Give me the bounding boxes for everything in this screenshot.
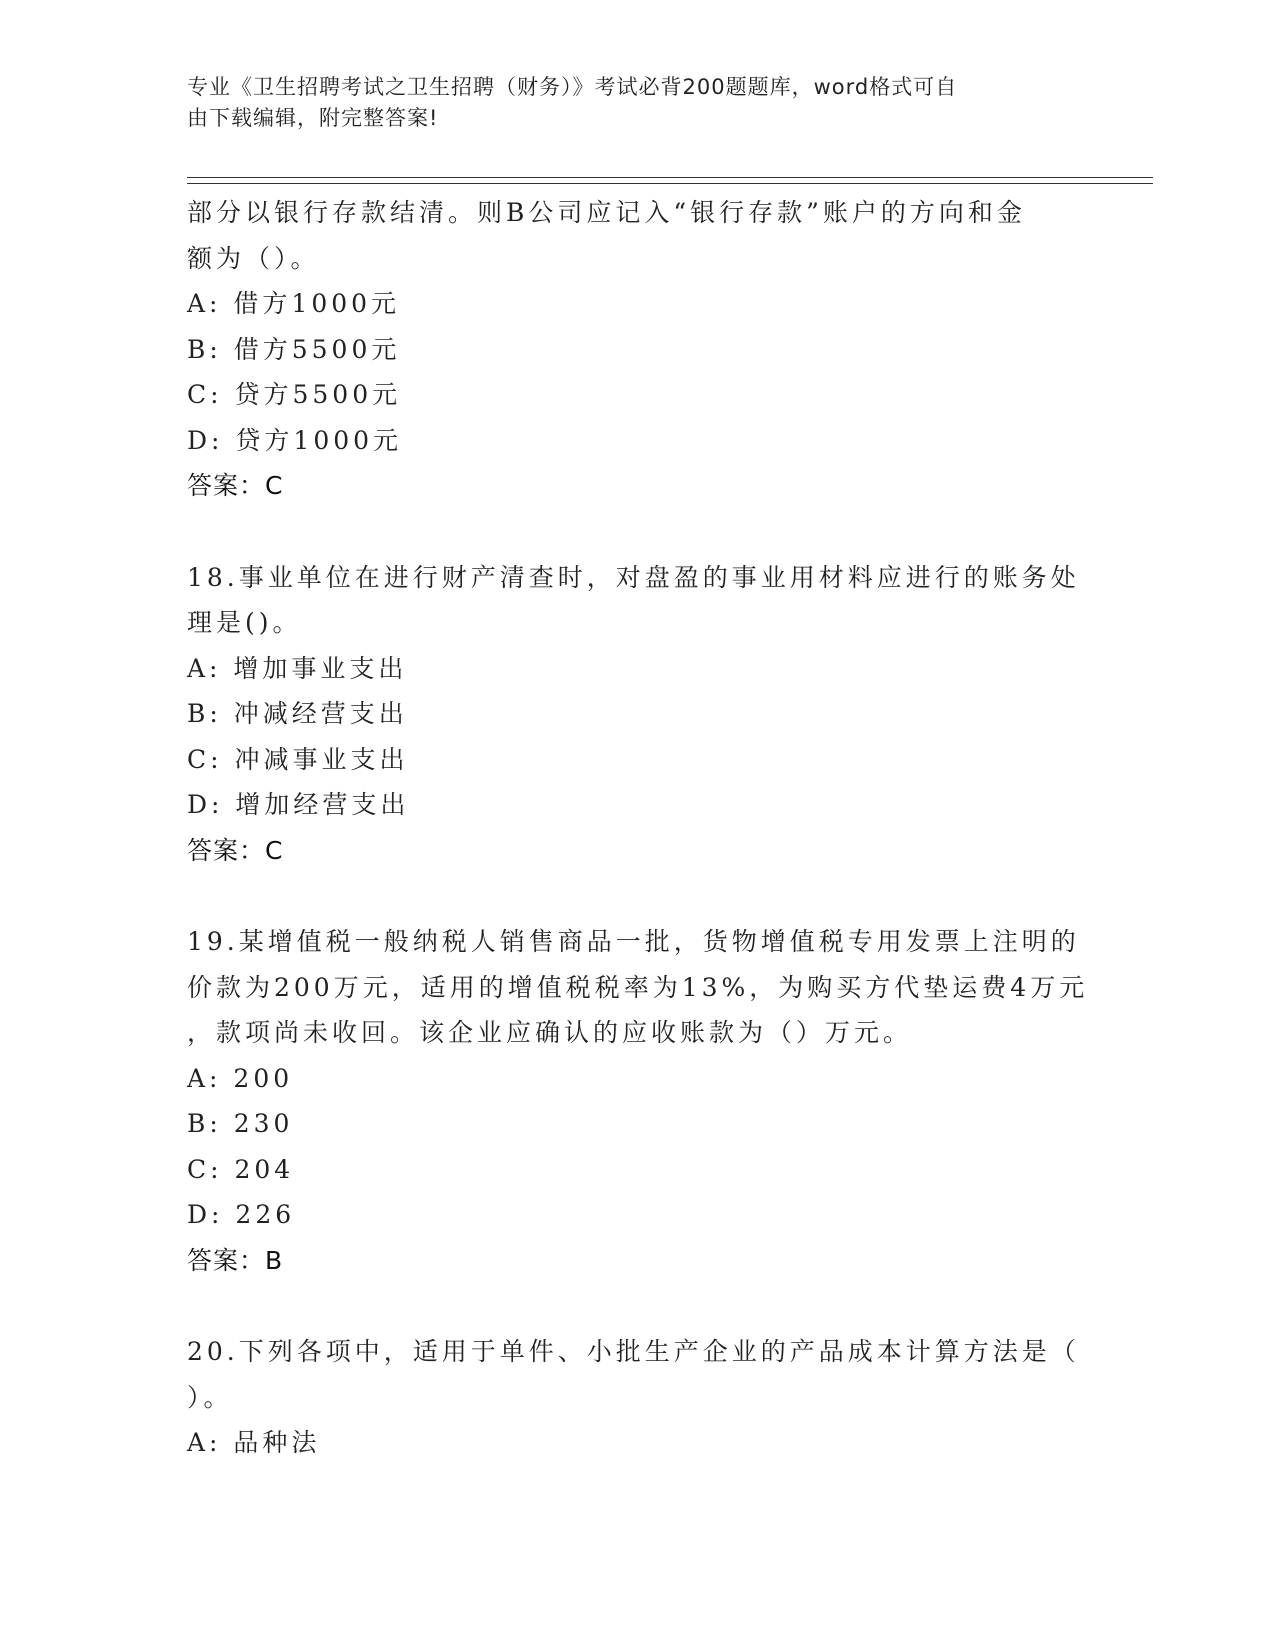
question-stem-line: ）。: [187, 1382, 233, 1412]
option-c: C: 冲减事业支出: [187, 744, 409, 774]
header-divider-bottom: [187, 183, 1153, 184]
option-a: A: 借方1000元: [187, 289, 401, 318]
option-d: D: 增加经营支出: [187, 790, 410, 819]
question-stem-line: 价款为200万元，适用的增值税税率为13%，为购买方代垫运费4万元: [187, 972, 1089, 1002]
answer-line: 答案：B: [187, 1245, 284, 1275]
question-block-continued: [187, 190, 1087, 509]
option-b: B: 借方5500元: [187, 334, 401, 364]
option-a: A: 增加事业支出: [187, 653, 408, 683]
question-list: [187, 190, 1087, 1466]
header-divider-top: [187, 177, 1153, 178]
header-line-1: 专业《卫生招聘考试之卫生招聘（财务）》考试必背200题题库，word格式可自: [187, 75, 958, 99]
question-stem-line: 理是()。: [187, 608, 302, 637]
question-spacer: [187, 873, 1087, 919]
question-spacer: [187, 509, 1087, 555]
answer-line: 答案：C: [187, 835, 284, 865]
question-block-18: [187, 555, 1087, 874]
question-stem-line: 20.下列各项中，适用于单件、小批生产企业的产品成本计算方法是（: [187, 1337, 1080, 1366]
option-d: D: 贷方1000元: [187, 425, 403, 455]
question-stem-line: 部分以银行存款结清。则B公司应记入“银行存款”账户的方向和金: [187, 198, 1026, 227]
option-c: C: 204: [187, 1154, 295, 1184]
option-b: B: 冲减经营支出: [187, 699, 408, 728]
option-a: A: 品种法: [187, 1428, 321, 1457]
question-spacer: [187, 1283, 1087, 1329]
question-stem-line: 额为（）。: [187, 243, 320, 273]
option-a: A: 200: [187, 1063, 294, 1093]
question-block-20: [187, 1329, 1087, 1466]
question-stem-line: 19.某增值税一般纳税人销售商品一批，货物增值税专用发票上注明的: [187, 927, 1080, 956]
question-stem-line: ，款项尚未收回。该企业应确认的应收账款为（）万元。: [187, 1018, 913, 1047]
document-header: [187, 72, 1067, 134]
question-stem-line: 18.事业单位在进行财产清查时，对盘盈的事业用材料应进行的账务处: [187, 562, 1080, 592]
option-c: C: 贷方5500元: [187, 380, 402, 409]
option-d: D: 226: [187, 1200, 296, 1229]
option-b: B: 230: [187, 1109, 294, 1138]
answer-line: 答案：C: [187, 471, 284, 500]
header-line-2: 由下载编辑，附完整答案!: [187, 106, 439, 130]
question-block-19: [187, 919, 1087, 1283]
